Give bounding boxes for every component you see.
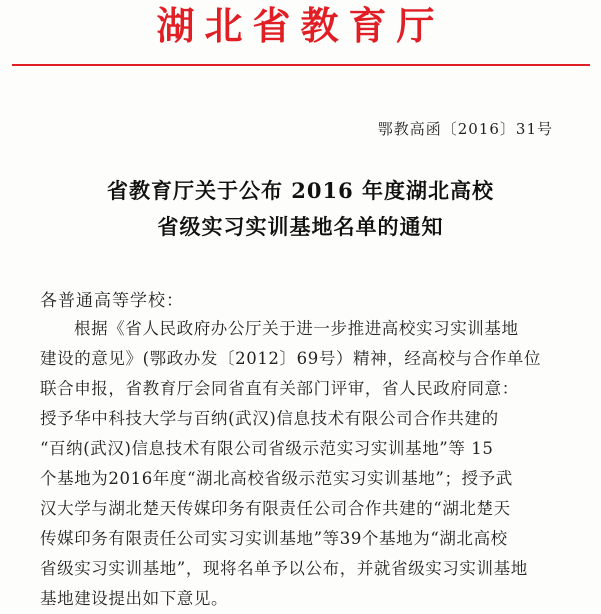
body-paragraph — [40, 314, 562, 614]
body-line: 根据《省人民政府办公厅关于进一步推进高校实习实训基地 — [74, 319, 519, 338]
body-line: 授予华中科技大学与百纳(武汉)信息技术有限公司合作共建的 — [40, 409, 499, 428]
document-number: 鄂教高函〔2016〕31号 — [377, 120, 553, 138]
body-line: 传媒印务有限责任公司实习实训基地”等39个基地为“湖北高校 — [40, 529, 508, 548]
salutation: 各普通高等学校： — [40, 291, 184, 311]
body-line: 联合申报，省教育厅会同省直有关部门评审，省人民政府同意： — [40, 379, 519, 398]
body-line: 省级实习实训基地”，现将名单予以公布，并就省级实习实训基地 — [40, 559, 528, 578]
masthead-title: 湖北省教育厅 — [156, 3, 445, 48]
title-line-1: 省教育厅关于公布 2016 年度湖北高校 — [106, 178, 495, 203]
document-title — [0, 173, 601, 245]
title-line-2: 省级实习实训基地名单的通知 — [157, 214, 444, 239]
body-line: 汉大学与湖北楚天传媒印务有限责任公司合作共建的“湖北楚天 — [40, 499, 511, 518]
body-line: 个基地为2016年度“湖北高校省级示范实习实训基地”；授予武 — [40, 469, 513, 488]
body-line: 基地建设提出如下意见。 — [40, 589, 229, 608]
body-line: 建设的意见》(鄂政办发〔2012〕69号）精神，经高校与合作单位 — [40, 349, 542, 368]
body-line: “百纳(武汉)信息技术有限公司省级示范实习实训基地”等 15 — [40, 439, 494, 458]
red-divider-line — [12, 64, 590, 66]
